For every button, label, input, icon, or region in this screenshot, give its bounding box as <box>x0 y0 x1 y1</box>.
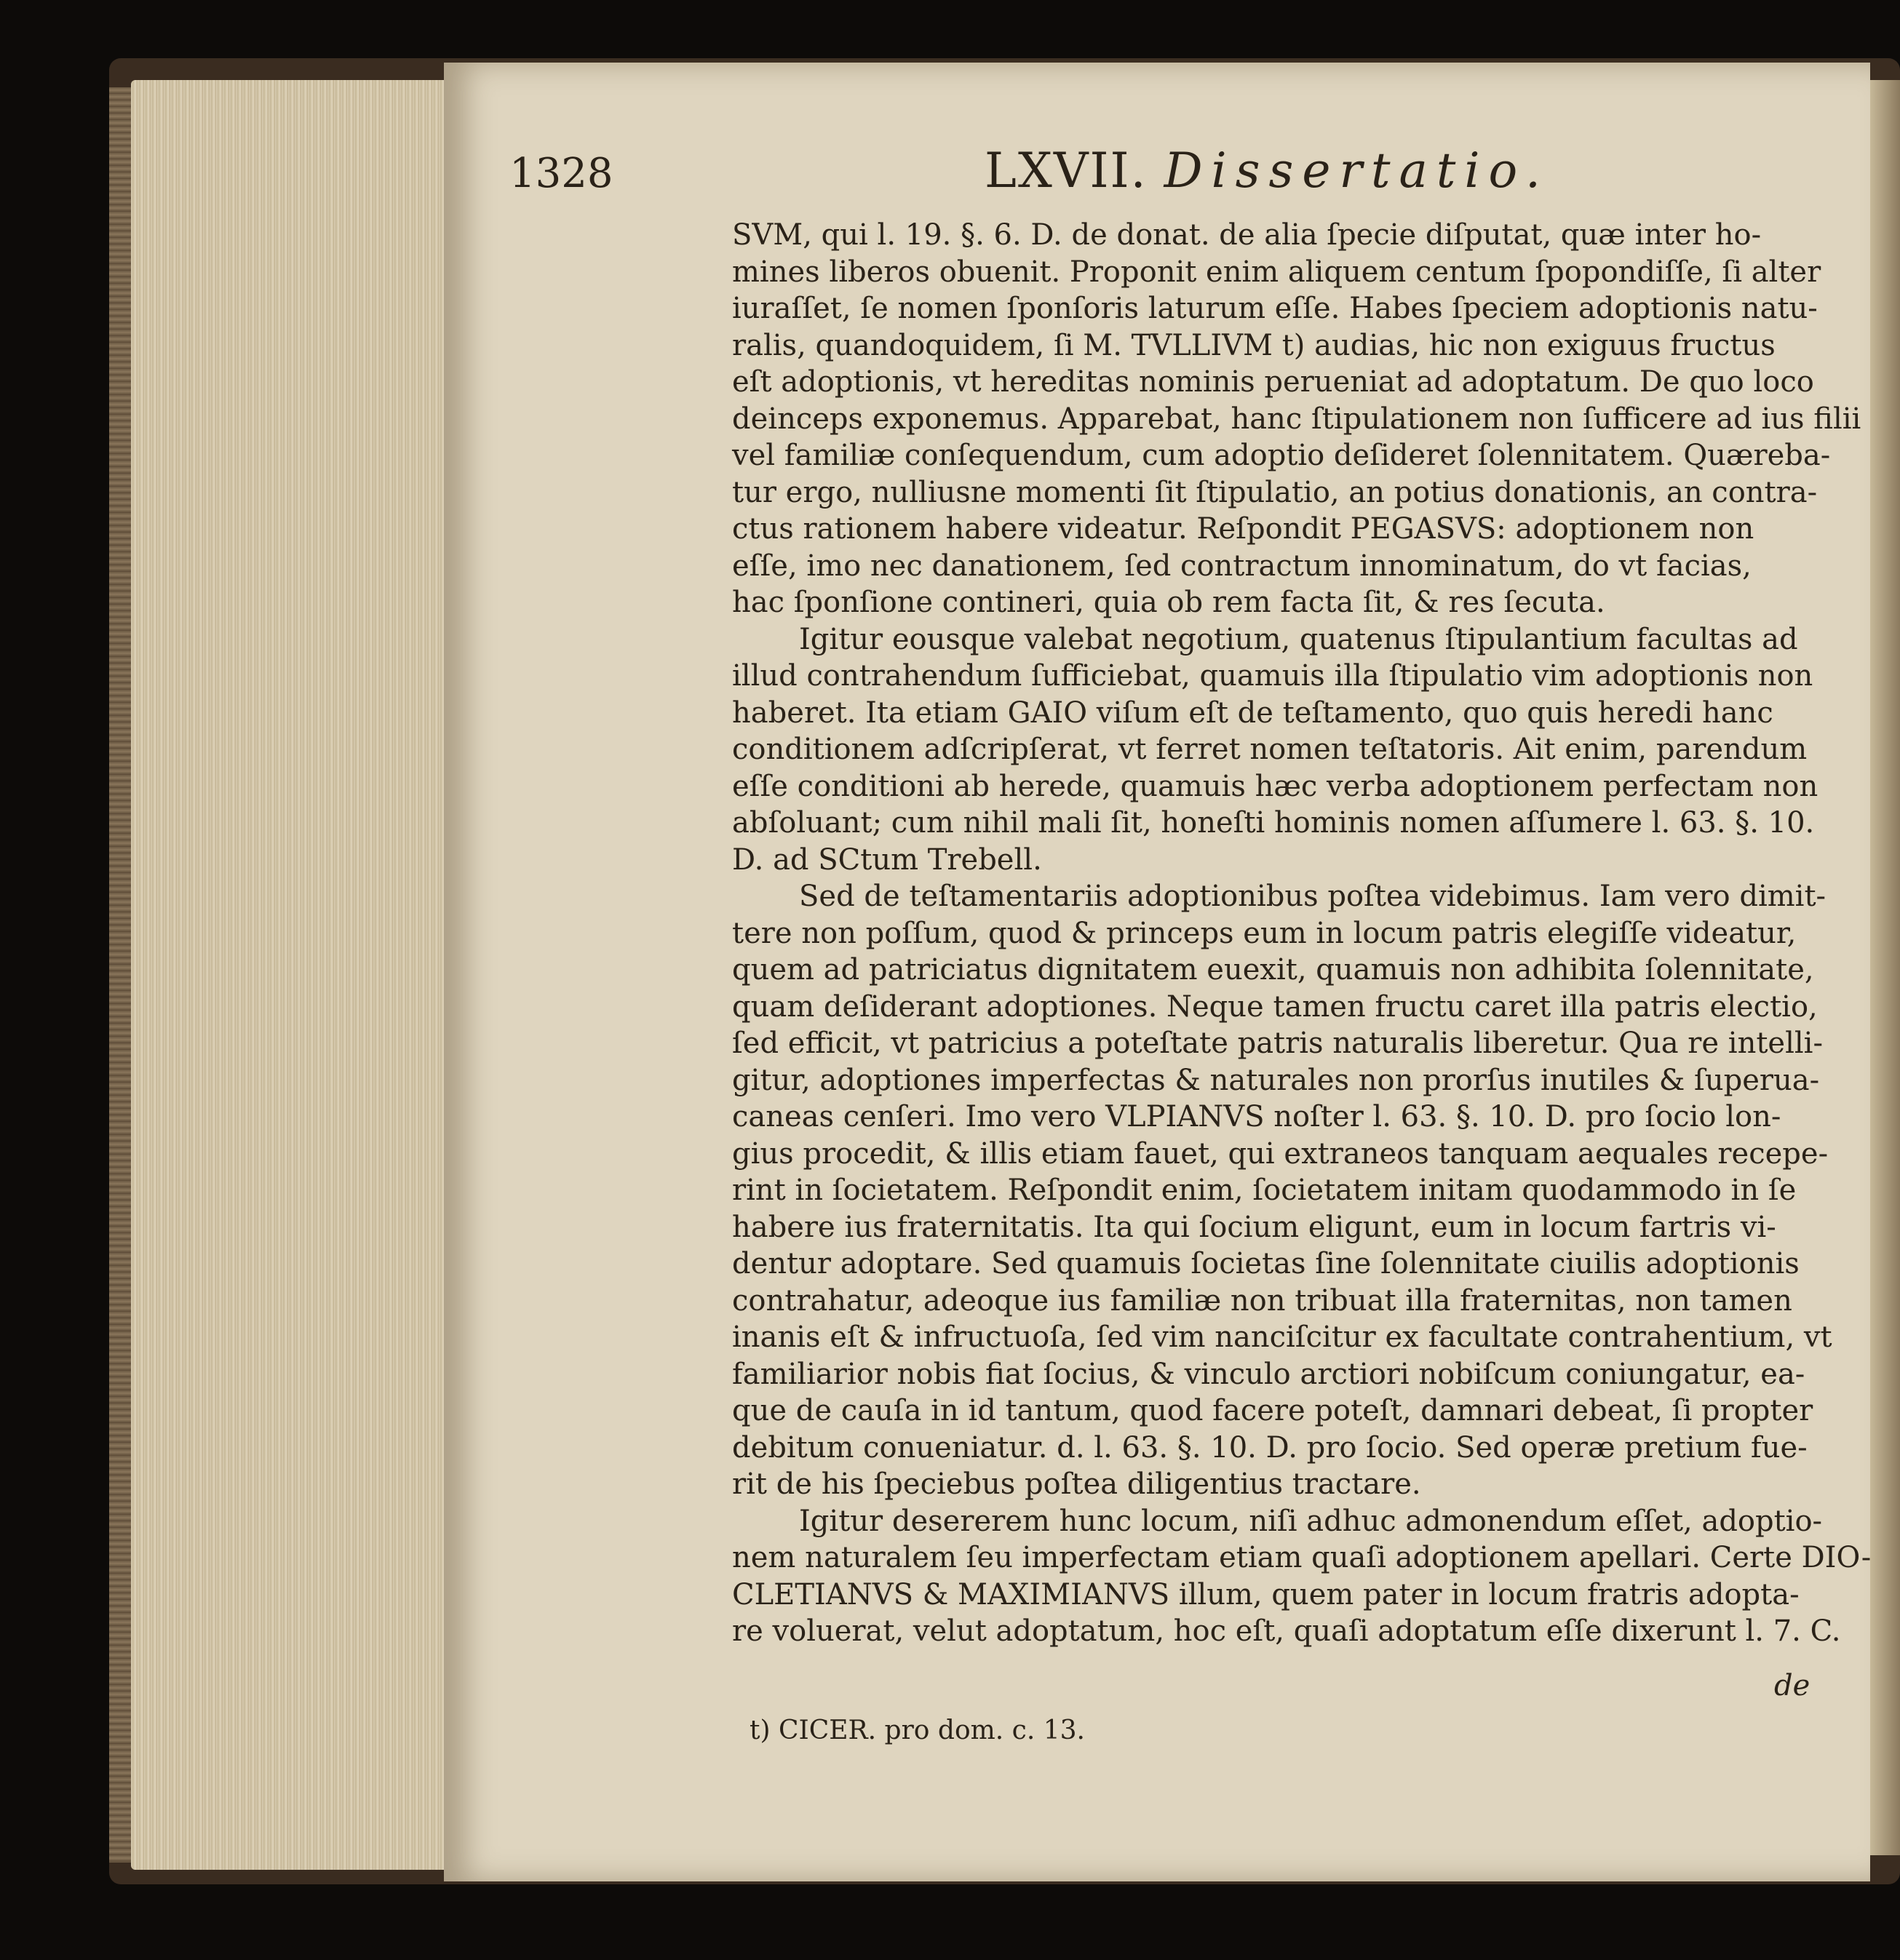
text-line: SVM, qui l. 19. §. 6. D. de donat. de alia ſpecie diſputat, quæ inter ho- <box>732 218 1762 252</box>
text-line: nem naturalem ſeu imperfectam etiam quaſi adoptionem apellari. Certe DIO- <box>732 1541 1872 1574</box>
text-line: quem ad patriciatus dignitatem euexit, quamuis non adhibita ſolennitate, <box>732 953 1814 987</box>
text-line: deinceps exponemus. Apparebat, hanc ſtipulationem non ſufficere ad ius filii <box>732 402 1861 436</box>
running-title-main: LXVII. <box>985 143 1148 199</box>
page-edges-right <box>1867 80 1900 1855</box>
text-line: vel familiæ conſequendum, cum adoptio deſideret ſolennitatem. Quærebа- <box>732 439 1831 472</box>
text-line: habere ius fraternitatis. Ita qui ſocium eligunt, eum in locum fartris vi- <box>732 1210 1776 1244</box>
text-line: conditionem adſcripſerat, vt ferret nomen teſtatoris. Ait enim, parendum <box>732 733 1808 766</box>
text-line: mines liberos obuenit. Proponit enim aliquem centum ſpopondiſſe, ſi alter <box>732 255 1821 289</box>
text-line: inanis eſt & infructuoſa, ſed vim nanciſcitur ex facultate contrahentium, vt <box>732 1320 1832 1354</box>
text-line: contrahatur, adeoque ius familiæ non tribuat illa fraternitas, non tamen <box>732 1283 1792 1318</box>
text-line: iuraſſet, ſe nomen ſponſoris laturum eſſe. Habes ſpeciem adoptionis natu- <box>732 292 1818 325</box>
text-line: quam deſiderant adoptiones. Neque tamen fructu caret illa patris electio, <box>732 989 1818 1024</box>
text-line: debitum conueniatur. d. l. 63. §. 10. D. pro ſocio. Sed operæ pretium fue- <box>732 1430 1808 1465</box>
text-line: ralis, quandoquidem, ſi M. TVLLIVM t) audias, hic non exiguus fructus <box>732 328 1776 362</box>
running-title-italic: Dissertatio. <box>1164 143 1550 199</box>
text-line: dentur adoptare. Sed quamuis ſocietas ſine ſolennitate ciuilis adoptionis <box>732 1247 1800 1280</box>
page-edges-left <box>131 80 451 1870</box>
text-line: Sed de teſtamentariis adoptionibus poſtea videbimus. Iam vero dimit- <box>799 880 1827 913</box>
text-line: Igitur desererem hunc locum, niſi adhuc admonendum eſſet, adoptio- <box>799 1504 1823 1538</box>
text-line: rint in ſocietatem. Reſpondit enim, ſocietatem initam quodammodo in ſe <box>732 1174 1797 1207</box>
text-line: ſed efficit, vt patricius a poteſtate patris naturalis liberetur. Qua re intelli- <box>732 1027 1823 1060</box>
text-line: haberet. Ita etiam GAIO viſum eſt de teſtamento, quo quis heredi hanc <box>732 696 1773 730</box>
running-title <box>985 143 1549 199</box>
text-line: Igitur eousque valebat negotium, quatenus ſtipulantium facultas ad <box>799 622 1798 656</box>
text-line: que de cauſa in id tantum, quod facere poteſt, damnari debeat, ſi propter <box>732 1394 1813 1427</box>
text-line: D. ad SCtum Trebell. <box>732 842 1042 877</box>
text-line: CLETIANVS & MAXIMIANVS illum, quem pater in locum fratris adopta- <box>732 1577 1800 1612</box>
text-line: hac ſponſione contineri, quia ob rem facta ſit, & res ſecuta. <box>732 586 1605 619</box>
text-line: re voluerat, velut adoptatum, hoc eſt, quaſi adoptatum eſſe dixerunt l. 7. C. <box>732 1614 1841 1648</box>
text-line: eſſe, imo nec danationem, ſed contractum innominatum, do vt facias, <box>732 549 1752 583</box>
text-line: gitur, adoptiones imperfectas & naturales non prorſus inutiles & ſuperua- <box>732 1063 1820 1097</box>
page-number: 1328 <box>509 150 613 197</box>
text-line: rit de his ſpeciebus poſtea diligentius tractare. <box>732 1467 1421 1501</box>
text-line: tur ergo, nulliusne momenti ſit ſtipulatio, an potius donationis, an contra- <box>732 475 1818 509</box>
text-line: caneas cenſeri. Imo vero VLPIANVS noſter l. 63. §. 10. D. pro ſocio lon- <box>732 1100 1781 1134</box>
text-line: abſoluant; cum nihil mali ſit, honeſti hominis nomen aſſumere l. 63. §. 10. <box>732 806 1815 840</box>
text-line: familiarior nobis fiat ſocius, & vinculo arctiori nobiſcum coniungatur, ea- <box>732 1357 1805 1391</box>
text-line: gius procedit, & illis etiam fauet, qui extraneos tanquam aequales recepe- <box>732 1136 1829 1171</box>
footnote: t) CICER. pro dom. c. 13. <box>750 1716 1085 1745</box>
text-line: eſſe conditioni ab herede, quamuis hæc verba adoptionem perfectam non <box>732 769 1818 803</box>
text-line: illud contrahendum ſufficiebat, quamuis illa ſtipulatio vim adoptionis non <box>732 659 1813 693</box>
text-line: ctus rationem habere videatur. Reſpondit PEGASVS: adoptionem non <box>732 512 1754 546</box>
body-text <box>732 217 1872 1650</box>
text-line: eſt adoptionis, vt hereditas nominis perueniat ad adoptatum. De quo loco <box>732 365 1814 399</box>
catchword: de <box>1774 1669 1810 1702</box>
text-line: tere non poſſum, quod & princeps eum in locum patris elegiſſe videatur, <box>732 916 1797 950</box>
book-page <box>444 63 1870 1881</box>
